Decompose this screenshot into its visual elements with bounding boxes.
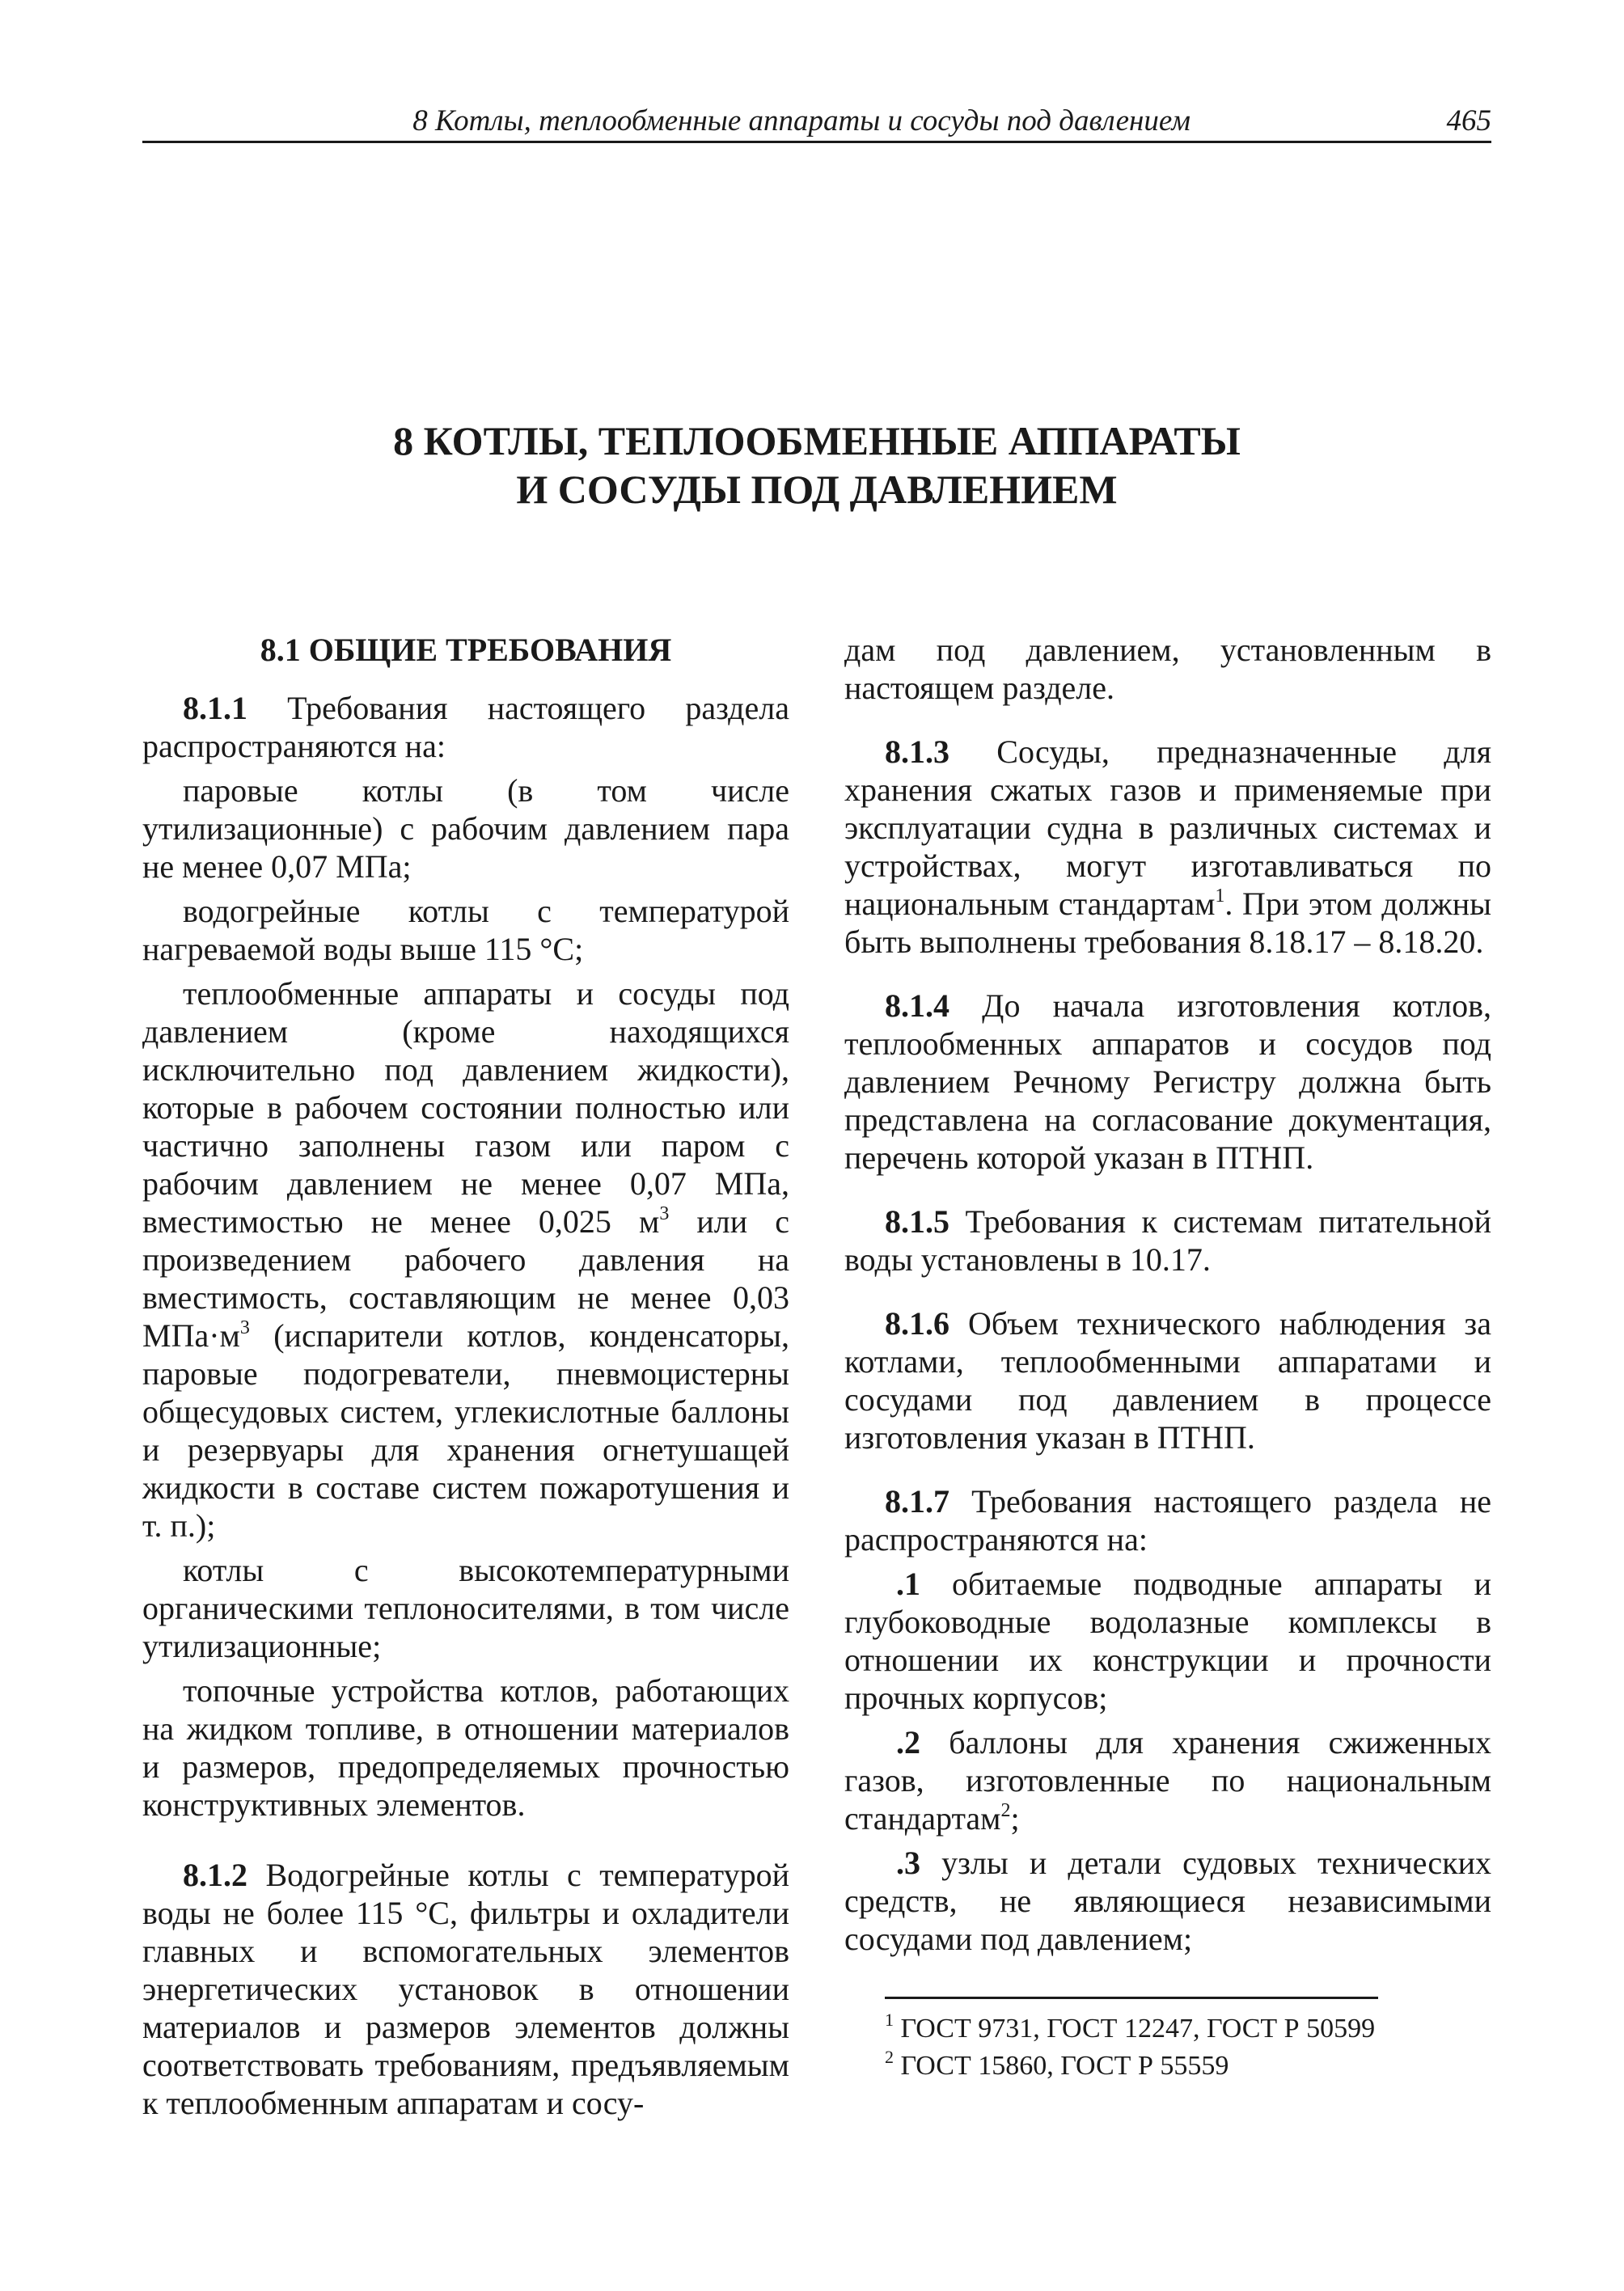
chapter-title-line-1: 8 КОТЛЫ, ТЕПЛООБМЕННЫЕ АППАРАТЫ [393,418,1241,463]
footnote-divider [885,1997,1378,1999]
clause-text: Сосуды, предназначенные для хранения сжатых газов и применяемые при эксплуатации судна в различных системах и устройствах, могут изготавливаться по национальным стандартам [844,733,1491,922]
list-item-text: теплообменные аппараты и сосуды под давлением (кроме находящихся исключительно под давлением жидкости), которые в рабочем состоянии полностью или частично заполнены газом или паром с рабочим давлением не менее 0,07 МПа, вместимостью не менее 0,025 м [142,975,789,1240]
subitem-text: баллоны для хранения сжиженных газов, изготовленные по национальным стандартам [844,1724,1491,1837]
list-item-organic-boilers: котлы с высокотемпературными органическими теплоносителями, в том числе утилизационные; [142,1552,789,1664]
right-column [844,631,1491,2085]
paragraph-8-1-3 [844,733,1491,961]
paragraph-8-1-4 [844,987,1491,1177]
list-item-heat-exchangers [142,974,789,1545]
subitem-number: .3 [896,1845,920,1881]
footnote-ref: 1 [1215,886,1225,907]
paragraph-8-1-1 [142,689,789,765]
clause-text: До начала изготовления котлов, теплообменных аппаратов и сосудов под давлением Речному Регистру должна быть представлена на согласование документация, перечень которой указан в ПТНП. [844,987,1491,1176]
paragraph-8-1-5 [844,1203,1491,1279]
left-column [142,631,789,2128]
clause-number: 8.1.4 [885,987,949,1024]
chapter-title [142,416,1491,514]
footnote-ref: 2 [1000,1800,1011,1821]
clause-number: 8.1.7 [885,1483,949,1520]
clause-number: 8.1.2 [183,1857,247,1893]
list-item-text: (испарители котлов, конденсаторы, паровые подогреватели, пневмоцистерны общесудовых систем, углекислотные баллоны и резервуары для хранения огнетушащей жидкости в составе систем пожаротушения и т. п.); [142,1317,789,1544]
clause-text: Требования настоящего раздела распространяются на: [142,690,789,764]
paragraph-8-1-2-continued: дам под давлением, установленным в настоящем разделе. [844,632,1491,706]
superscript: 3 [239,1317,250,1338]
footnote-text: ГОСТ 9731, ГОСТ 12247, ГОСТ Р 50599 [894,2014,1376,2044]
clause-text: Объем технического наблюдения за котлами, теплообменными аппаратами и сосудами под давлением в процессе изготовления указан в ПТНП. [844,1305,1491,1456]
subitem-3 [844,1844,1491,1958]
clause-number: 8.1.3 [885,733,949,770]
clause-number: 8.1.6 [885,1305,949,1342]
footnote-1 [844,2010,1491,2048]
page-number: 465 [1446,104,1491,137]
subitem-number: .2 [896,1724,920,1761]
subitem-text: обитаемые подводные аппараты и глубоководные водолазные комплексы в отношении их конструкции и прочности прочных корпусов; [844,1566,1491,1716]
footnote-2 [844,2048,1491,2085]
list-item-steam-boilers: паровые котлы (в том числе утилизационные) с рабочим давлением пара не менее 0,07 МПа; [142,772,789,885]
subitem-1 [844,1565,1491,1717]
paragraph-8-1-2 [142,1856,789,2122]
subitem-text: ; [1010,1800,1020,1837]
subitem-2 [844,1723,1491,1837]
running-title: 8 Котлы, теплообменные аппараты и сосуды под давлением [412,104,1191,137]
running-header [142,104,1491,143]
list-item-text: или с произведением рабочего давления на вместимость, составляющим не менее 0,03 МПа·м [142,1203,790,1354]
clause-number: 8.1.1 [183,690,247,726]
list-item-furnaces: топочные устройства котлов, работающих на жидком топливе, в отношении материалов и размеров, предопределяемых прочностью конструктивных элементов. [142,1672,789,1823]
section-heading: 8.1 ОБЩИЕ ТРЕБОВАНИЯ [260,632,672,668]
footnote-text: ГОСТ 15860, ГОСТ Р 55559 [894,2051,1229,2081]
footnote-mark: 1 [885,2010,894,2030]
subitem-text: узлы и детали судовых технических средств, не являющиеся независимыми сосудами под давлением; [844,1845,1491,1957]
clause-text: Требования к системам питательной воды установлены в 10.17. [844,1203,1491,1278]
paragraph-8-1-6 [844,1304,1491,1456]
superscript: 3 [659,1203,670,1224]
paragraph-8-1-7 [844,1482,1491,1558]
list-item-water-boilers: водогрейные котлы с температурой нагреваемой воды выше 115 °С; [142,893,789,967]
clause-text: Водогрейные котлы с температурой воды не более 115 °С, фильтры и охладители главных и вспомогательных элементов энергетических установок в отношении материалов и размеров элементов должны соответствовать требованиям, предъявляемым к теплообменным аппаратам и сосу- [142,1857,789,2121]
clause-text: Требования настоящего раздела не распространяются на: [844,1483,1491,1558]
chapter-title-line-2: И СОСУДЫ ПОД ДАВЛЕНИЕМ [516,467,1118,512]
subitem-number: .1 [896,1566,920,1602]
clause-text: . При этом должны быть выполнены требования 8.18.17 – 8.18.20. [844,886,1491,960]
clause-number: 8.1.5 [885,1203,949,1240]
footnote-mark: 2 [885,2047,894,2067]
